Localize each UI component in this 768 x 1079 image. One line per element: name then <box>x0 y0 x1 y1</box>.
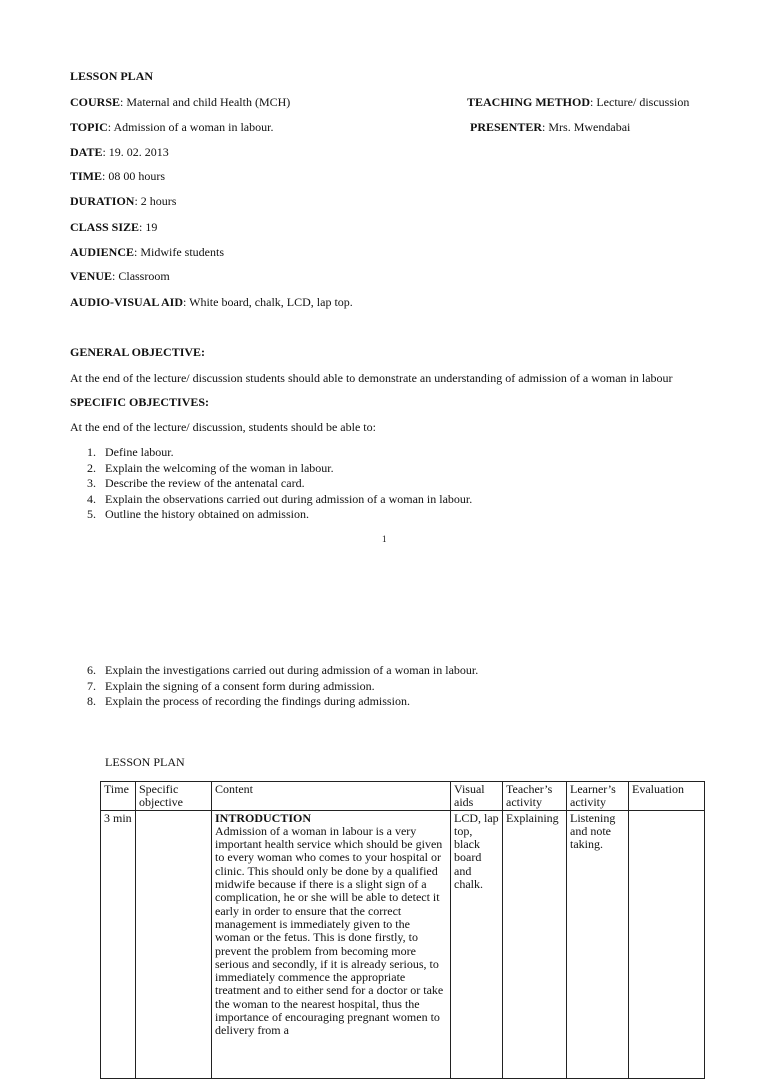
presenter-value: : Mrs. Mwendabai <box>542 120 631 134</box>
objective-number: 3. <box>87 476 96 490</box>
column-header-teachers-activity: Teacher’s activity <box>503 782 567 811</box>
objective-number: 4. <box>87 491 96 506</box>
audio-visual-line <box>70 295 353 309</box>
page-number: 1 <box>382 534 387 544</box>
course-line <box>70 95 290 109</box>
objective-text: Describe the review of the antenatal card. <box>105 476 305 490</box>
column-header-visual-aids: Visual aids <box>451 782 503 811</box>
course-value: : Maternal and child Health (MCH) <box>120 95 291 109</box>
venue-line <box>70 269 170 283</box>
objective-text: Explain the welcoming of the woman in labour. <box>105 460 334 475</box>
audience-label: AUDIENCE <box>70 245 135 259</box>
objective-text: Define labour. <box>105 445 174 459</box>
document-title: LESSON PLAN <box>70 69 154 83</box>
audience-line <box>70 245 224 259</box>
class-size-value: : 19 <box>139 220 158 234</box>
objective-text: Explain the observations carried out during admission of a woman in labour. <box>105 491 473 506</box>
objective-number: 7. <box>87 678 96 693</box>
class-size-label: CLASS SIZE <box>70 220 140 234</box>
column-header-content: Content <box>212 782 451 811</box>
teaching-method-value: : Lecture/ discussion <box>590 95 690 109</box>
objective-number: 5. <box>87 507 96 521</box>
specific-objectives-heading: SPECIFIC OBJECTIVES: <box>70 395 210 409</box>
objective-number: 8. <box>87 694 96 708</box>
column-header-specific-objective: Specific objective <box>136 782 212 811</box>
date-value: : 19. 02. 2013 <box>102 145 169 159</box>
table-title: LESSON PLAN <box>105 755 185 769</box>
date-label: DATE <box>70 145 103 159</box>
time-label: TIME <box>70 169 103 183</box>
specific-objective-cell <box>136 810 212 1078</box>
date-line <box>70 145 169 159</box>
column-header-evaluation: Evaluation <box>629 782 705 811</box>
course-label: COURSE <box>70 95 121 109</box>
table-header-row <box>101 782 705 811</box>
venue-label: VENUE <box>70 269 113 283</box>
content-text: Admission of a woman in labour is a very important health service which should be given to every woman who comes to your hospital or clinic. This should only be done by a qualified midwife because if there is a slight sign of a complication, he or she will be able to detect it early in order to ensure that the correct management is immediately given to the woman or the fetus. This is done firstly, to prevent the problem from becoming more serious and secondly, if it is already serious, to immediately commence the appropriate treatment and to either send for a doctor or take the woman to the nearest hospital, thus the importance of encouraging pregnant women to delivery from a <box>215 823 444 1038</box>
class-size-line <box>70 220 157 234</box>
general-objective-heading: GENERAL OBJECTIVE: <box>70 345 206 359</box>
specific-objectives-intro: At the end of the lecture/ discussion, students should be able to: <box>70 420 376 434</box>
audio-visual-label: AUDIO-VISUAL AID <box>70 295 184 309</box>
learners-activity-cell: Listening and note taking. <box>567 810 629 1078</box>
general-objective-text: At the end of the lecture/ discussion students should able to demonstrate an understanding of admission of a woman in labour <box>70 371 673 385</box>
column-header-time: Time <box>101 782 136 811</box>
lesson-plan-table <box>100 781 705 1079</box>
content-heading: INTRODUCTION <box>215 810 312 825</box>
objective-text: Explain the signing of a consent form during admission. <box>105 678 375 693</box>
audience-value: : Midwife students <box>134 245 225 259</box>
presenter-label: PRESENTER <box>470 120 543 134</box>
teachers-activity-cell: Explaining <box>503 810 567 1078</box>
objective-number: 6. <box>87 663 96 677</box>
content-cell <box>212 810 451 1078</box>
table-row <box>101 810 705 1078</box>
audio-visual-value: : White board, chalk, LCD, lap top. <box>183 295 353 309</box>
evaluation-cell <box>629 810 705 1078</box>
objective-number: 2. <box>87 460 96 475</box>
topic-label: TOPIC <box>70 120 108 134</box>
visual-aids-cell: LCD, lap top, black board and chalk. <box>451 810 503 1078</box>
venue-value: : Classroom <box>112 269 170 283</box>
duration-line <box>70 194 176 208</box>
presenter-line <box>470 120 630 134</box>
teaching-method-label: TEACHING METHOD <box>467 95 591 109</box>
topic-value: : Admission of a woman in labour. <box>107 120 274 134</box>
objective-text: Explain the process of recording the findings during admission. <box>105 694 410 708</box>
duration-label: DURATION <box>70 194 135 208</box>
column-header-learners-activity: Learner’s activity <box>567 782 629 811</box>
objective-text: Outline the history obtained on admission. <box>105 507 309 521</box>
topic-line <box>70 120 273 134</box>
time-line <box>70 169 165 183</box>
objective-number: 1. <box>87 445 96 459</box>
duration-value: : 2 hours <box>134 194 177 208</box>
teaching-method-line <box>467 95 689 109</box>
objective-text: Explain the investigations carried out during admission of a woman in labour. <box>105 663 479 677</box>
time-value: : 08 00 hours <box>102 169 166 183</box>
time-cell: 3 min <box>101 810 136 1078</box>
